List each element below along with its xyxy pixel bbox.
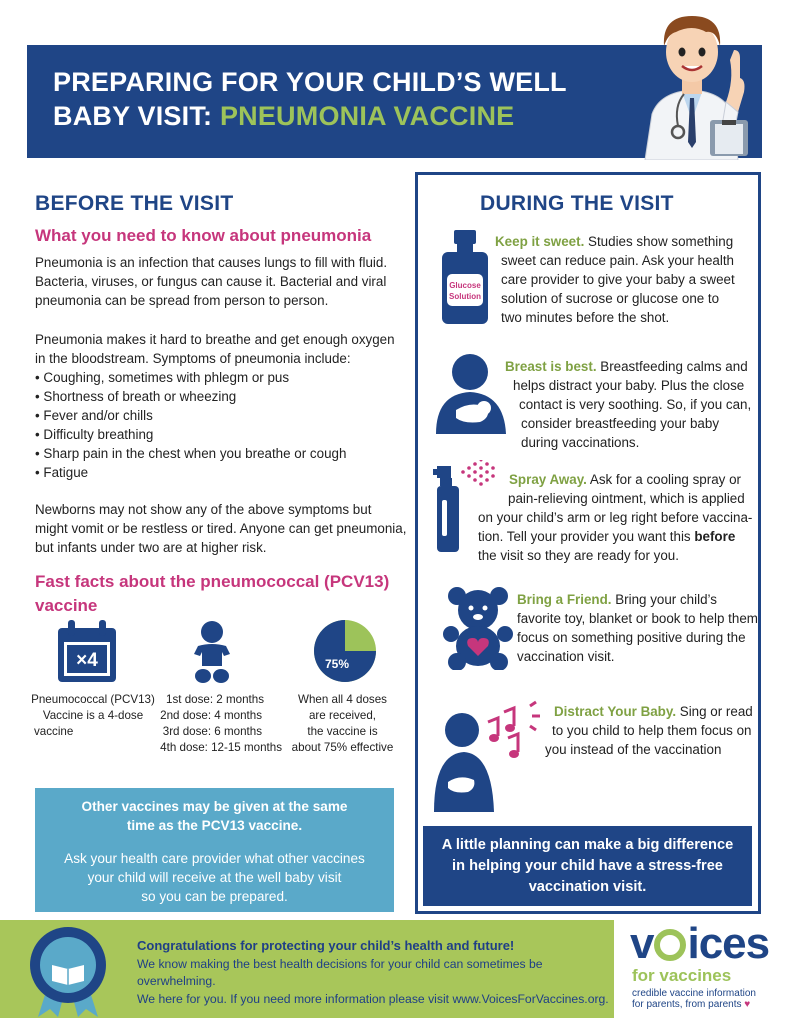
tip-keep-it-sweet: Keep it sweet. Studies show something sweet can reduce pain. Ask your health care provider to give your baby a sweet solution of sucrose or glucose one to two minutes before the shot. xyxy=(495,234,735,325)
calendar-label: ×4 xyxy=(76,650,98,671)
symptom-item: • Fever and/or chills xyxy=(35,406,395,425)
svg-text:Solution: Solution xyxy=(449,292,481,301)
pneumonia-intro-paragraph: Pneumonia is an infection that causes lungs to fill with fluid. Bacteria, viruses, or fungus can cause it. Bacterial and viral pneumonia can be spread from person to person. xyxy=(35,255,388,308)
calendar-icon xyxy=(56,620,118,684)
effectiveness-pie-icon xyxy=(312,618,378,684)
svg-text:Glucose: Glucose xyxy=(449,281,481,290)
title-line-2: BABY VISIT: PNEUMONIA VACCINE xyxy=(53,101,515,131)
other-vaccines-box xyxy=(35,788,394,912)
before-visit-heading: BEFORE THE VISIT xyxy=(35,192,234,215)
symptoms-paragraph: Pneumonia makes it hard to breathe and get enough oxygen in the bloodstream. Symptoms of pneumonia include: • Coughing, sometimes with phlegm or pus • Shortness of breath or wheezing • Fever and/or chills • Difficulty breathing • Sharp pain in the chest when you breathe or cough • Fatigue xyxy=(35,330,395,482)
pneumonia-subheading: What you need to know about pneumonia xyxy=(35,226,372,245)
symptom-item: • Sharp pain in the chest when you breathe or cough xyxy=(35,444,395,463)
symptom-list xyxy=(35,368,395,482)
tip-distract-your-baby: Distract Your Baby. Sing or read to you child to help them focus on you instead of the vaccination xyxy=(545,704,753,757)
fact-dose-count: Pneumococcal (PCV13) Vaccine is a 4-dose vaccine xyxy=(31,693,155,738)
symptom-item: • Coughing, sometimes with phlegm or pus xyxy=(35,368,395,387)
doctor-illustration xyxy=(630,2,765,160)
logo-tagline: credible vaccine information for parents, from parents ♥ xyxy=(632,988,756,1010)
other-vaccines-body: Ask your health care provider what other vaccines your child will receive at the well baby visit so you can be prepared. xyxy=(64,851,365,904)
symptom-item: • Fatigue xyxy=(35,463,395,482)
newborn-paragraph: Newborns may not show any of the above symptoms but might vomit or be restless or tired. Anyone can get pneumonia, but infants under two are at higher risk. xyxy=(35,502,407,555)
tip-breast-is-best: Breast is best. Breastfeeding calms and helps distract your baby. Plus the close contact is very soothing. So, if you can, consider breastfeeding your baby during vaccinations. xyxy=(505,359,752,450)
footer-banner xyxy=(0,920,614,1018)
voices-for-vaccines-logo xyxy=(630,919,780,1022)
fact-effectiveness: When all 4 doses are received, the vaccine is about 75% effective xyxy=(291,693,394,754)
page-title xyxy=(53,65,567,133)
heart-icon: ♥ xyxy=(744,999,751,1010)
pie-label: 75% xyxy=(324,657,350,671)
logo-subtitle: for vaccines xyxy=(632,966,732,985)
tip-bring-a-friend: Bring a Friend. Bring your child’s favorite toy, blanket or book to help them focus on something positive during the vaccination visit. xyxy=(517,592,758,664)
planning-callout: A little planning can make a big difference in helping your child have a stress-free vaccination visit. xyxy=(423,826,752,906)
during-visit-heading: DURING THE VISIT xyxy=(480,192,674,215)
award-ribbon-icon xyxy=(14,925,122,1017)
fact-dose-schedule: 1st dose: 2 months 2nd dose: 4 months 3rd dose: 6 months 4th dose: 12-15 months xyxy=(160,693,282,754)
logo-wordmark: v ices xyxy=(630,919,770,968)
other-vaccines-bold: Other vaccines may be given at the same time as the PCV13 vaccine. xyxy=(81,799,348,833)
fast-facts-heading: Fast facts about the pneumococcal (PCV13) vaccine xyxy=(35,572,390,615)
footer-message: Congratulations for protecting your child’s health and future! We know making the best health decisions for your child can sometimes be overwhelming. We here for you. If you need more information please visit www.VoicesForVaccines.org. xyxy=(137,938,609,1006)
title-highlight: PNEUMONIA VACCINE xyxy=(219,101,515,131)
logo-o-icon xyxy=(654,929,686,961)
title-line-1: PREPARING FOR YOUR CHILD’S WELL xyxy=(53,67,567,97)
symptom-item: • Difficulty breathing xyxy=(35,425,395,444)
tip-spray-away: Spray Away. Ask for a cooling spray or pain-relieving ointment, which is applied on your child’s arm or leg right before vaccina- tion. Tell your provider you want this before the visit so they are ready for you. xyxy=(478,472,753,563)
symptom-item: • Shortness of breath or wheezing xyxy=(35,387,395,406)
baby-icon xyxy=(190,620,234,686)
